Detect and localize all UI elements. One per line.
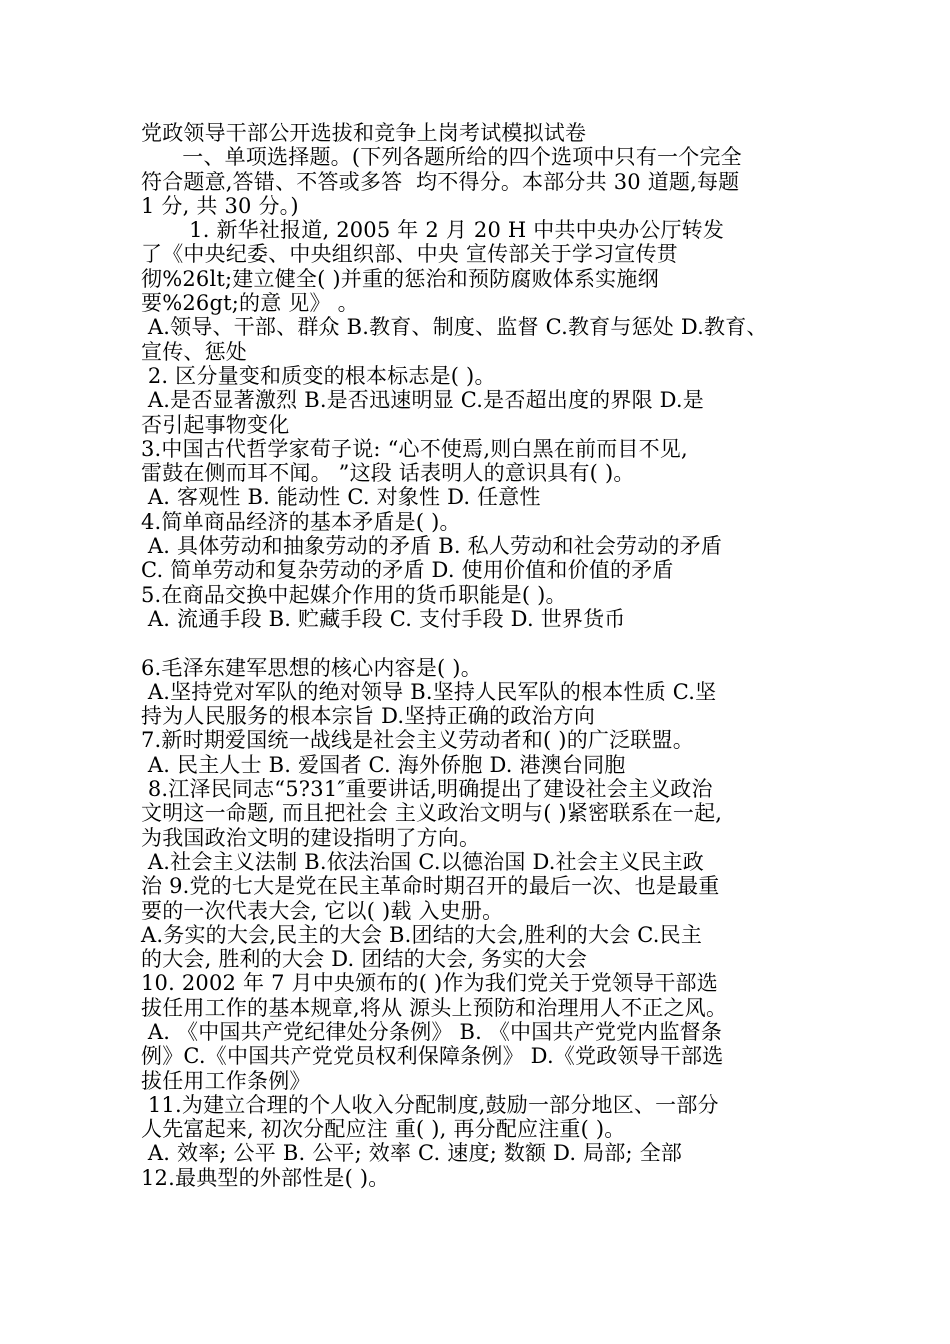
text-line: 3.中国古代哲学家荀子说: “心不使焉,则白黑在前而目不见, xyxy=(141,436,688,461)
text-line: 5.在商品交换中起媒介作用的货币职能是( )。 xyxy=(141,582,567,607)
blank-line xyxy=(141,631,841,655)
text-line: 的大会, 胜利的大会 D. 团结的大会, 务实的大会 xyxy=(141,947,588,972)
text-line: 例》C.《中国共产党党员权利保障条例》 D.《党政领导干部选 xyxy=(141,1044,724,1069)
text-line: A. 具体劳动和抽象劳动的矛盾 B. 私人劳动和社会劳动的矛盾 xyxy=(141,534,723,559)
text-line: 10. 2002 年 7 月中央颁布的( )作为我们党关于党领导干部选 xyxy=(141,971,718,996)
text-line: A. 客观性 B. 能动性 C. 对象性 D. 任意性 xyxy=(141,485,541,510)
document-title: 党政领导干部公开选拔和竞争上岗考试模拟试卷 xyxy=(141,121,587,145)
text-line: A.领导、干部、群众 B.教育、制度、监督 C.教育与惩处 D.教育、 xyxy=(141,315,768,340)
text-line: 2. 区分量变和质变的根本标志是( )。 xyxy=(141,363,496,388)
text-line: 6.毛泽东建军思想的核心内容是( )。 xyxy=(141,655,482,680)
text-line: 了《中央纪委、中央组织部、中央 宣传部关于学习宣传贯 xyxy=(141,242,678,267)
text-line: A. 流通手段 B. 贮藏手段 C. 支付手段 D. 世界货币 xyxy=(141,606,626,631)
text-line: 文明这一命题, 而且把社会 主义政治文明与( )紧密联系在一起, xyxy=(141,801,723,826)
document-body xyxy=(141,121,841,1190)
text-line: 8.江泽民同志“5?31″重要讲话,明确提出了建设社会主义政治 xyxy=(141,777,713,802)
text-line: 要的一次代表大会, 它以( )载 入史册。 xyxy=(141,898,504,923)
text-line: A.是否显著激烈 B.是否迅速明显 C.是否超出度的界限 D.是 xyxy=(141,388,705,413)
text-line: 要%26gt;的意 见》 。 xyxy=(141,291,359,316)
text-line: A. 效率; 公平 B. 公平; 效率 C. 速度; 数额 D. 局部; 全部 xyxy=(141,1141,683,1166)
text-line: 11.为建立合理的个人收入分配制度,鼓励一部分地区、一部分 xyxy=(141,1092,719,1117)
text-line: 符合题意,答错、不答或多答 均不得分。本部分共 30 道题,每题 xyxy=(141,169,740,194)
text-line: A. 《中国共产党纪律处分条例》 B. 《中国共产党党内监督条 xyxy=(141,1019,723,1044)
text-line: 人先富起来, 初次分配应注 重( ), 再分配应注重( )。 xyxy=(141,1117,626,1142)
text-line: C. 简单劳动和复杂劳动的矛盾 D. 使用价值和价值的矛盾 xyxy=(141,558,674,583)
text-line: 治 9.党的七大是党在民主革命时期召开的最后一次、也是最重 xyxy=(141,874,720,899)
text-line: 拔任用工作条例》 xyxy=(141,1068,311,1093)
text-line: 7.新时期爱国统一战线是社会主义劳动者和( )的广泛联盟。 xyxy=(141,728,694,753)
text-line: 彻%26lt;建立健全( )并重的惩治和预防腐败体系实施纲 xyxy=(141,266,659,291)
text-line: 持为人民服务的根本宗旨 D.坚持正确的政治方向 xyxy=(141,704,596,729)
text-line: 否引起事物变化 xyxy=(141,412,290,437)
text-line: 拔任用工作的基本规章,将从 源头上预防和治理用人不正之风。 xyxy=(141,995,728,1020)
text-line: 宣传、惩处 xyxy=(141,339,247,364)
text-line: 4.简单商品经济的基本矛盾是( )。 xyxy=(141,509,461,534)
text-line: A.坚持党对军队的绝对领导 B.坚持人民军队的根本性质 C.坚 xyxy=(141,679,717,704)
text-line: 12.最典型的外部性是( )。 xyxy=(141,1165,390,1190)
text-line: 1 分, 共 30 分。) xyxy=(141,193,299,218)
text-line: A.务实的大会,民主的大会 B.团结的大会,胜利的大会 C.民主 xyxy=(141,922,703,947)
text-line: 为我国政治文明的建设指明了方向。 xyxy=(141,825,481,850)
text-line: A. 民主人士 B. 爱国者 C. 海外侨胞 D. 港澳台同胞 xyxy=(141,752,626,777)
text-line: A.社会主义法制 B.依法治国 C.以德治国 D.社会主义民主政 xyxy=(141,849,705,874)
text-line: 1. 新华社报道, 2005 年 2 月 20 H 中共中央办公厅转发 xyxy=(141,218,725,243)
text-line: 一、单项选择题。(下列各题所给的四个选项中只有一个完全 xyxy=(141,145,742,170)
text-line: 雷鼓在侧而耳不闻。 ”这段 话表明人的意识具有( )。 xyxy=(141,461,635,486)
